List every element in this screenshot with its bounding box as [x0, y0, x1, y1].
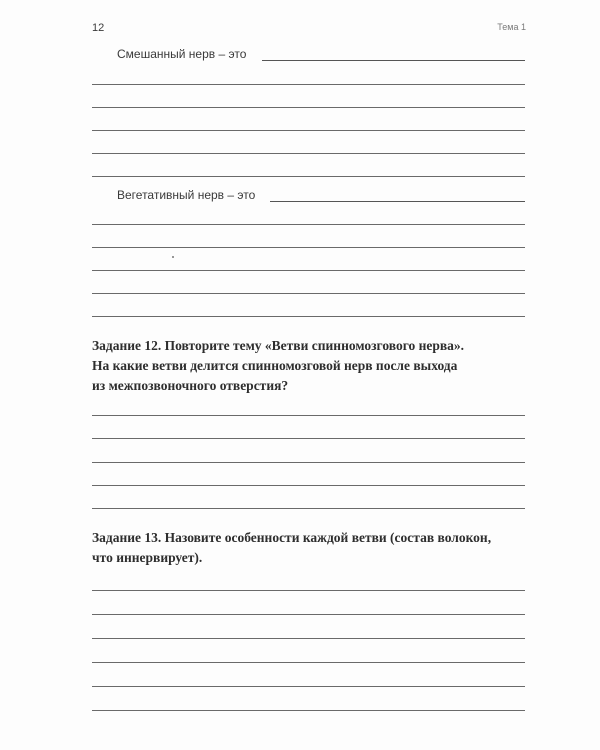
- task-12-line: Задание 12. Повторите тему «Ветви спинномозгового нерва».: [92, 338, 465, 353]
- answer-line[interactable]: [92, 662, 525, 663]
- answer-line[interactable]: [92, 247, 525, 248]
- answer-line[interactable]: [92, 508, 525, 509]
- autonomic-nerve-prompt: Вегетативный нерв – это: [117, 188, 256, 202]
- task-13-line: что иннервирует).: [92, 550, 203, 565]
- autonomic-nerve-answer-line[interactable]: [270, 201, 525, 202]
- answer-line[interactable]: [92, 316, 525, 317]
- task-12-text: [92, 336, 532, 396]
- answer-line[interactable]: [92, 224, 525, 225]
- answer-line[interactable]: [92, 485, 525, 486]
- task-12-line: из межпозвоночного отверстия?: [92, 378, 289, 393]
- task-13-line: Задание 13. Назовите особенности каждой ветви (состав волокон,: [92, 530, 492, 545]
- task-12-line: На какие ветви делится спинномозговой нерв после выхода: [92, 358, 458, 373]
- answer-line[interactable]: [92, 638, 525, 639]
- answer-line[interactable]: [92, 270, 525, 271]
- answer-line[interactable]: [92, 614, 525, 615]
- answer-line[interactable]: [92, 462, 525, 463]
- task-13-text: [92, 528, 532, 568]
- mixed-nerve-answer-line[interactable]: [262, 60, 525, 61]
- answer-line[interactable]: [92, 438, 525, 439]
- answer-line[interactable]: [92, 686, 525, 687]
- topic-label: Тема 1: [497, 22, 526, 32]
- answer-line[interactable]: [92, 176, 525, 177]
- answer-line[interactable]: [92, 590, 525, 591]
- answer-line[interactable]: [92, 153, 525, 154]
- answer-line[interactable]: [92, 293, 525, 294]
- answer-line[interactable]: [92, 415, 525, 416]
- page-number: 12: [92, 22, 105, 34]
- answer-line[interactable]: [92, 130, 525, 131]
- mixed-nerve-prompt: Смешанный нерв – это: [117, 47, 247, 61]
- print-speck: [172, 256, 174, 258]
- answer-line[interactable]: [92, 710, 525, 711]
- answer-line[interactable]: [92, 84, 525, 85]
- answer-line[interactable]: [92, 107, 525, 108]
